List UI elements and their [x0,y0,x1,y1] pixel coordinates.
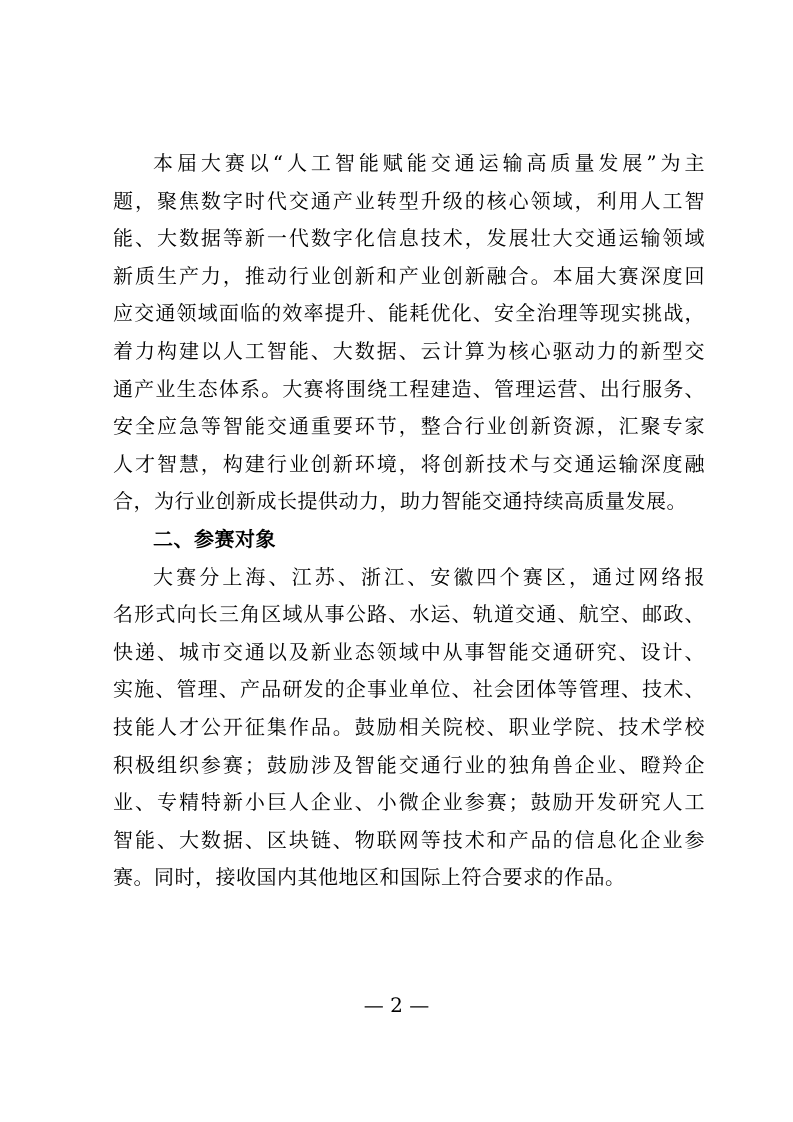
paragraph-line: 人才智慧，构建行业创新环境，将创新技术与交通运输深度融 [113,451,705,476]
paragraph-line: 赛。同时，接收国内其他地区和国际上符合要求的作品。 [113,865,626,890]
paragraph-line: 着力构建以人工智能、大数据、云计算为核心驱动力的新型交 [113,338,705,363]
paragraph-line: 应交通领域面临的效率提升、能耗优化、安全治理等现实挑战， [113,301,705,326]
paragraph-line: 能、大数据等新一代数字化信息技术，发展壮大交通运输领域 [113,226,705,251]
document-body [113,145,705,897]
paragraph-line: 安全应急等智能交通重要环节，整合行业创新资源，汇聚专家 [113,414,705,439]
paragraph-line: 本届大赛以“人工智能赋能交通运输高质量发展”为主 [153,151,705,175]
paragraph-line: 实施、管理、产品研发的企事业单位、社会团体等管理、技术、 [113,677,705,702]
paragraph-line: 大赛分上海、江苏、浙江、安徽四个赛区，通过网络报 [153,564,705,589]
page-number: — 2 — [363,993,430,1017]
paragraph-line: 新质生产力，推动行业创新和产业创新融合。本届大赛深度回 [113,263,705,288]
paragraph-line: 通产业生态体系。大赛将围绕工程建造、管理运营、出行服务、 [113,376,705,401]
paragraph-line: 智能、大数据、区块链、物联网等技术和产品的信息化企业参 [113,827,705,852]
paragraph-line: 合，为行业创新成长提供动力，助力智能交通持续高质量发展。 [113,489,687,514]
paragraph-participants [113,559,705,897]
paragraph-line: 快递、城市交通以及新业态领域中从事智能交通研究、设计、 [113,639,705,664]
paragraph-line: 技能人才公开征集作品。鼓励相关院校、职业学院、技术学校 [113,714,705,739]
paragraph-theme [113,145,705,521]
paragraph-line: 题，聚焦数字时代交通产业转型升级的核心领域，利用人工智 [113,188,705,213]
paragraph-line: 名形式向长三角区域从事公路、水运、轨道交通、航空、邮政、 [113,602,705,627]
paragraph-line: 业、专精特新小巨人企业、小微企业参赛；鼓励开发研究人工 [113,790,705,815]
section-heading: 二、参赛对象 [153,526,276,551]
paragraph-line: 积极组织参赛；鼓励涉及智能交通行业的独角兽企业、瞪羚企 [113,752,705,777]
